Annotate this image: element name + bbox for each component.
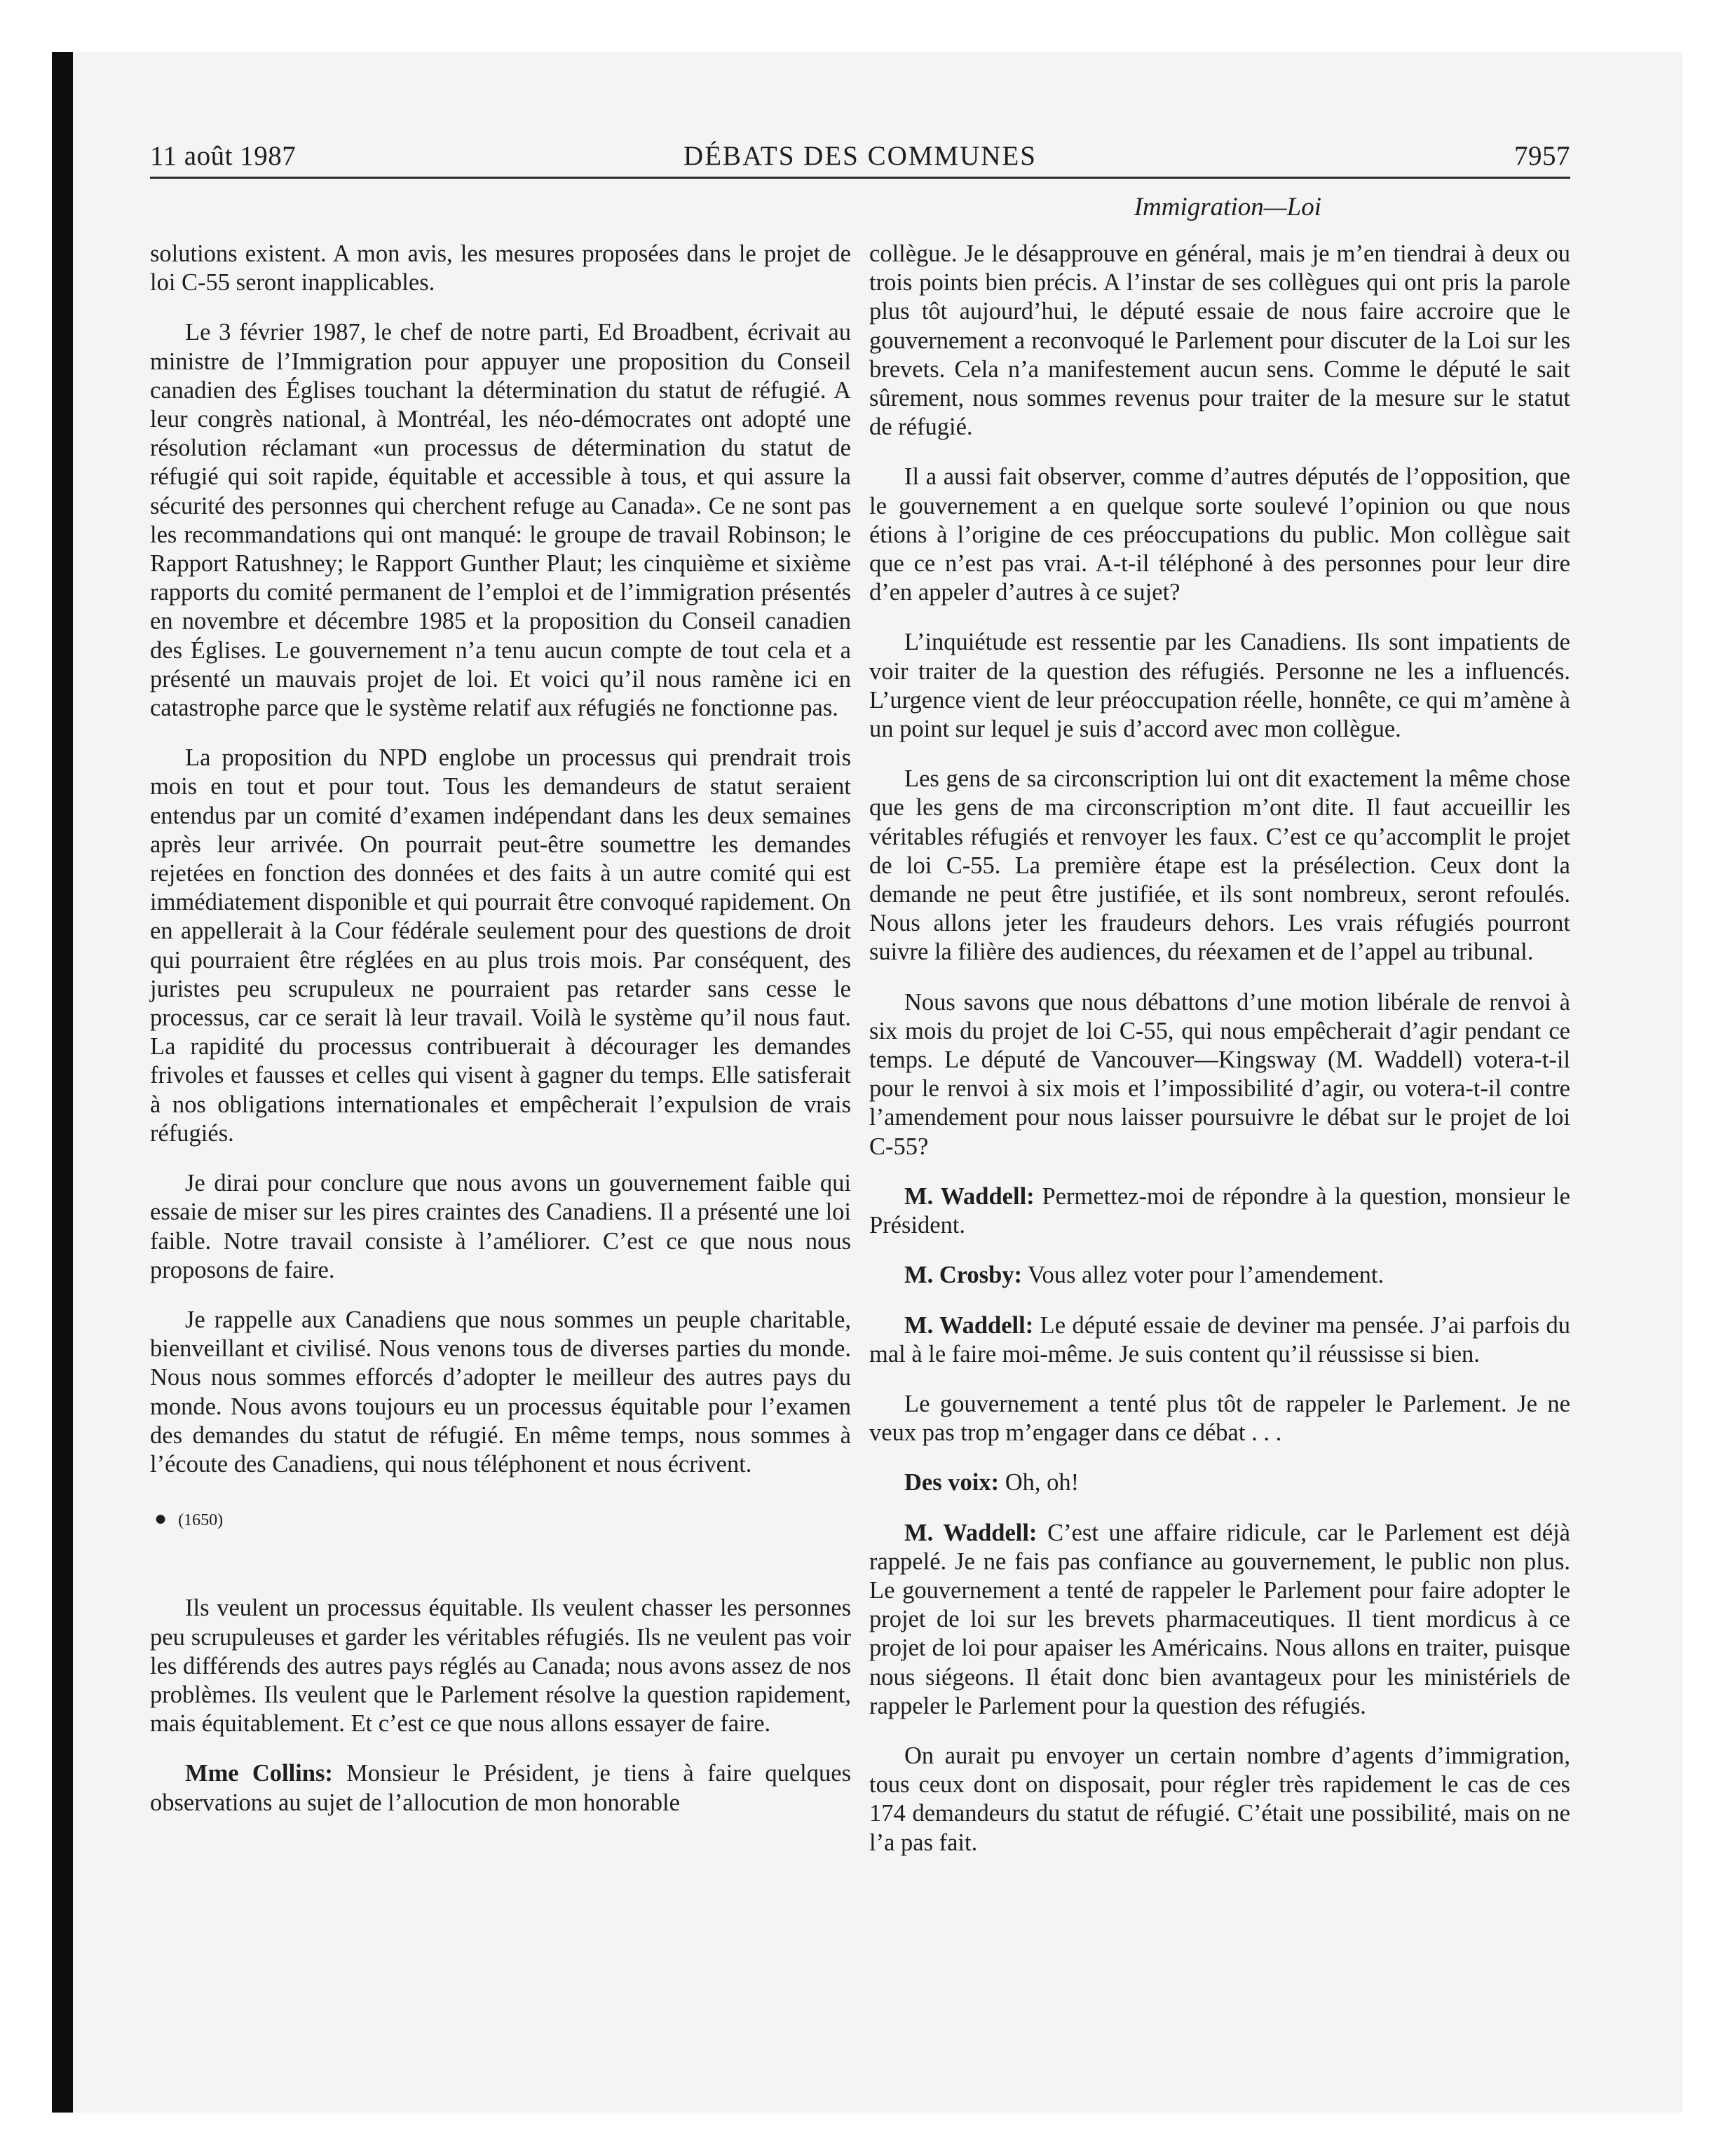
speech-paragraph [869,1519,1570,1721]
running-head [869,192,1570,222]
speaker-name: M. Waddell: [904,1311,1034,1339]
scan-edge-bar [52,52,73,2113]
header-date: 11 août 1987 [150,141,297,171]
speech-text: Oh, oh! [999,1469,1080,1496]
paragraph: collègue. Je le désapprouve en général, mais je m’en tiendrai à deux ou trois points bien précis. A l’instar de ses collègues qui ont pris la parole plus tôt aujourd’hui, le député essaie de nous faire accroire que le gouvernement a reconvoqué le Parlement pour discuter de la Loi sur les brevets. Cela n’a manifestement aucun sens. Comme le député le sait sûrement, nous sommes revenus pour traiter de la mesure sur le statut de réfugié. [869,240,1570,441]
paragraph: On aurait pu envoyer un certain nombre d’agents d’immigration, tous ceux dont on disposait, pour régler très rapidement le cas de ces 174 demandeurs du statut de réfugié. C’était une possibilité, mais on ne l’a pas fait. [869,1742,1570,1856]
paragraph: Nous savons que nous débattons d’une motion libérale de renvoi à six mois du projet de loi C-55, qui nous empêcherait d’agir pendant ce temps. Le député de Vancouver—Kingsway (M. Waddell) votera-t-il pour le renvoi à six mois et l’impossibilité d’agir, ou votera-t-il contre l’amendement pour nous laisser poursuivre le débat sur le projet de loi C-55? [869,988,1570,1160]
speech-text: Vous allez voter pour l’amendement. [1022,1262,1384,1289]
speech-paragraph [869,1311,1570,1369]
speaker-name: M. Waddell: [904,1182,1035,1210]
paragraph: Je dirai pour conclure que nous avons un gouvernement faible qui essaie de miser sur les pires craintes des Canadiens. Il a présenté une loi faible. Notre travail consiste à l’améliorer. C’est ce que nous nous proposons de faire. [150,1170,851,1283]
speech-text: Permettez-moi de répondre à la question, monsieur le Président. [869,1182,1570,1239]
paragraph: Je rappelle aux Canadiens que nous sommes un peuple charitable, bienveillant et civilisé. Nous venons tous de diverses parties du monde. Nous nous sommes efforcés d’adopter le meilleur des autres pays du monde. Nous avons toujours eu un processus équitable pour l’examen des demandes du statut de réfugié. En même temps, nous sommes à l’écoute des Canadiens, qui nous téléphonent et nous écrivent. [150,1306,851,1478]
time-marker [154,1504,851,1535]
speech-paragraph [869,1182,1570,1240]
speaker-name: M. Crosby: [904,1262,1023,1289]
speaker-name: M. Waddell: [904,1519,1037,1546]
speech-text: Le député essaie de deviner ma pensée. J’ai parfois du mal à le faire moi-même. Je suis content qu’il réussisse si bien. [869,1311,1570,1367]
header-rule [150,177,1570,179]
paragraph: solutions existent. A mon avis, les mesures proposées dans le projet de loi C-55 seront inapplicables. [150,240,851,296]
page-number: 7957 [1514,141,1570,171]
speech-paragraph [150,1759,851,1817]
paragraph: Les gens de sa circonscription lui ont dit exactement la même chose que les gens de ma circonscription m’ont dite. Il faut accueillir les véritables réfugiés et renvoyer les faux. C’est ce qu’accomplit le projet de loi C-55. La première étape est la présélection. Ceux dont la demande ne peut être justifiée, et ils sont nombreux, seront refoulés. Nous allons jeter les fraudeurs dehors. Les vrais réfugiés pourront suivre la filière des audiences, du réexamen et de l’appel au tribunal. [869,765,1570,966]
bullet-icon: ● [154,1507,168,1531]
paragraph: Il a aussi fait observer, comme d’autres députés de l’opposition, que le gouvernement a en quelque sorte soulevé l’opinion ou que nous étions à l’origine de ces préoccupations du public. Mon collègue sait que ce n’est pas vrai. A-t-il téléphoné à des personnes pour leur dire d’en appeler d’autres à ce sujet? [869,463,1570,606]
paragraph: Le gouvernement a tenté plus tôt de rappeler le Parlement. Je ne veux pas trop m’engager dans ce débat . . . [869,1390,1570,1447]
running-head-text: Immigration—Loi [1134,193,1321,221]
speech-text: Monsieur le Président, je tiens à faire quelques observations au sujet de l’allocution de mon honorable [150,1760,851,1816]
paragraph: Le 3 février 1987, le chef de notre parti, Ed Broadbent, écrivait au ministre de l’Immigration pour appuyer une proposition du Conseil canadien des Églises touchant la détermination du statut de réfugié. A leur congrès national, à Montréal, les néo-démocrates ont adopté une résolution réclamant «un processus de détermination du statut de réfugié qui soit rapide, équitable et accessible à tous, et qui assure la sécurité des personnes qui cherchent refuge au Canada». Ce ne sont pas les recommandations qui ont manqué: le groupe de travail Robinson; le Rapport Ratushney; le Rapport Gunther Plaut; les cinquième et sixième rapports du comité permanent de l’emploi et de l’immigration présentés en novembre et décembre 1985 et la proposition du Conseil canadien des Églises. Le gouvernement n’a tenu aucun compte de tout cela et a présenté un mauvais projet de loi. Et voici qu’il nous ramène ici en catastrophe parce que le système relatif aux réfugiés ne fonctionne pas. [150,319,851,722]
speech-paragraph [869,1468,1570,1497]
speech-paragraph [869,1261,1570,1290]
paragraph: L’inquiétude est ressentie par les Canadiens. Ils sont impatients de voir traiter de la question des réfugiés. Personne ne les a influencés. L’urgence vient de leur préoccupation réelle, honnête, ce qui m’amène à un point sur lequel je suis d’accord avec mon collègue. [869,629,1570,743]
speaker-name: Des voix: [904,1469,1000,1496]
right-column [869,240,1570,1878]
left-column [150,240,851,1838]
speech-text: C’est une affaire ridicule, car le Parlement est déjà rappelé. Je ne fais pas confiance au gouvernement, le public non plus. Le gouvernement a tenté de rappeler le Parlement pour faire adopter le projet de loi sur les brevets pharmaceutiques. Il tient mordicus à ce projet de loi pour apaiser les Américains. Nous allons en traiter, puisque nous siégeons. Il était donc bien avantageux pour les ministériels de rappeler le Parlement pour la question des réfugiés. [869,1519,1570,1719]
page-header [150,140,1570,175]
header-title: DÉBATS DES COMMUNES [683,141,1037,171]
time-marker-text: (1650) [178,1511,224,1530]
speaker-name: Mme Collins: [185,1760,333,1787]
paragraph: Ils veulent un processus équitable. Ils veulent chasser les personnes peu scrupuleuses et garder les véritables réfugiés. Ils ne veulent pas voir les différends des autres pays réglés au Canada; nous avons assez de nos problèmes. Ils veulent que le Parlement résolve la question rapidement, mais équitablement. Et c’est ce que nous allons essayer de faire. [150,1595,851,1738]
paragraph: La proposition du NPD englobe un processus qui prendrait trois mois en tout et pour tout. Tous les demandeurs de statut seraient entendus par un comité d’examen indépendant dans les deux semaines après leur arrivée. On pourrait peut-être soumettre les demandes rejetées en fonction des données et des faits à un autre comité qui est immédiatement disponible et qui pourrait être convoqué rapidement. On en appellerait à la Cour fédérale seulement pour des questions de droit qui pourraient être réglées en au plus trois mois. Par conséquent, des juristes peu scrupuleux ne pourraient pas retarder sans cesse le processus, car ce serait là leur travail. Voilà le système qu’il nous faut. La rapidité du processus contribuerait à décourager les demandes frivoles et fausses et celles qui visent à gagner du temps. Elle satisferait à nos obligations internationales et empêcherait l’expulsion de vrais réfugiés. [150,744,851,1147]
